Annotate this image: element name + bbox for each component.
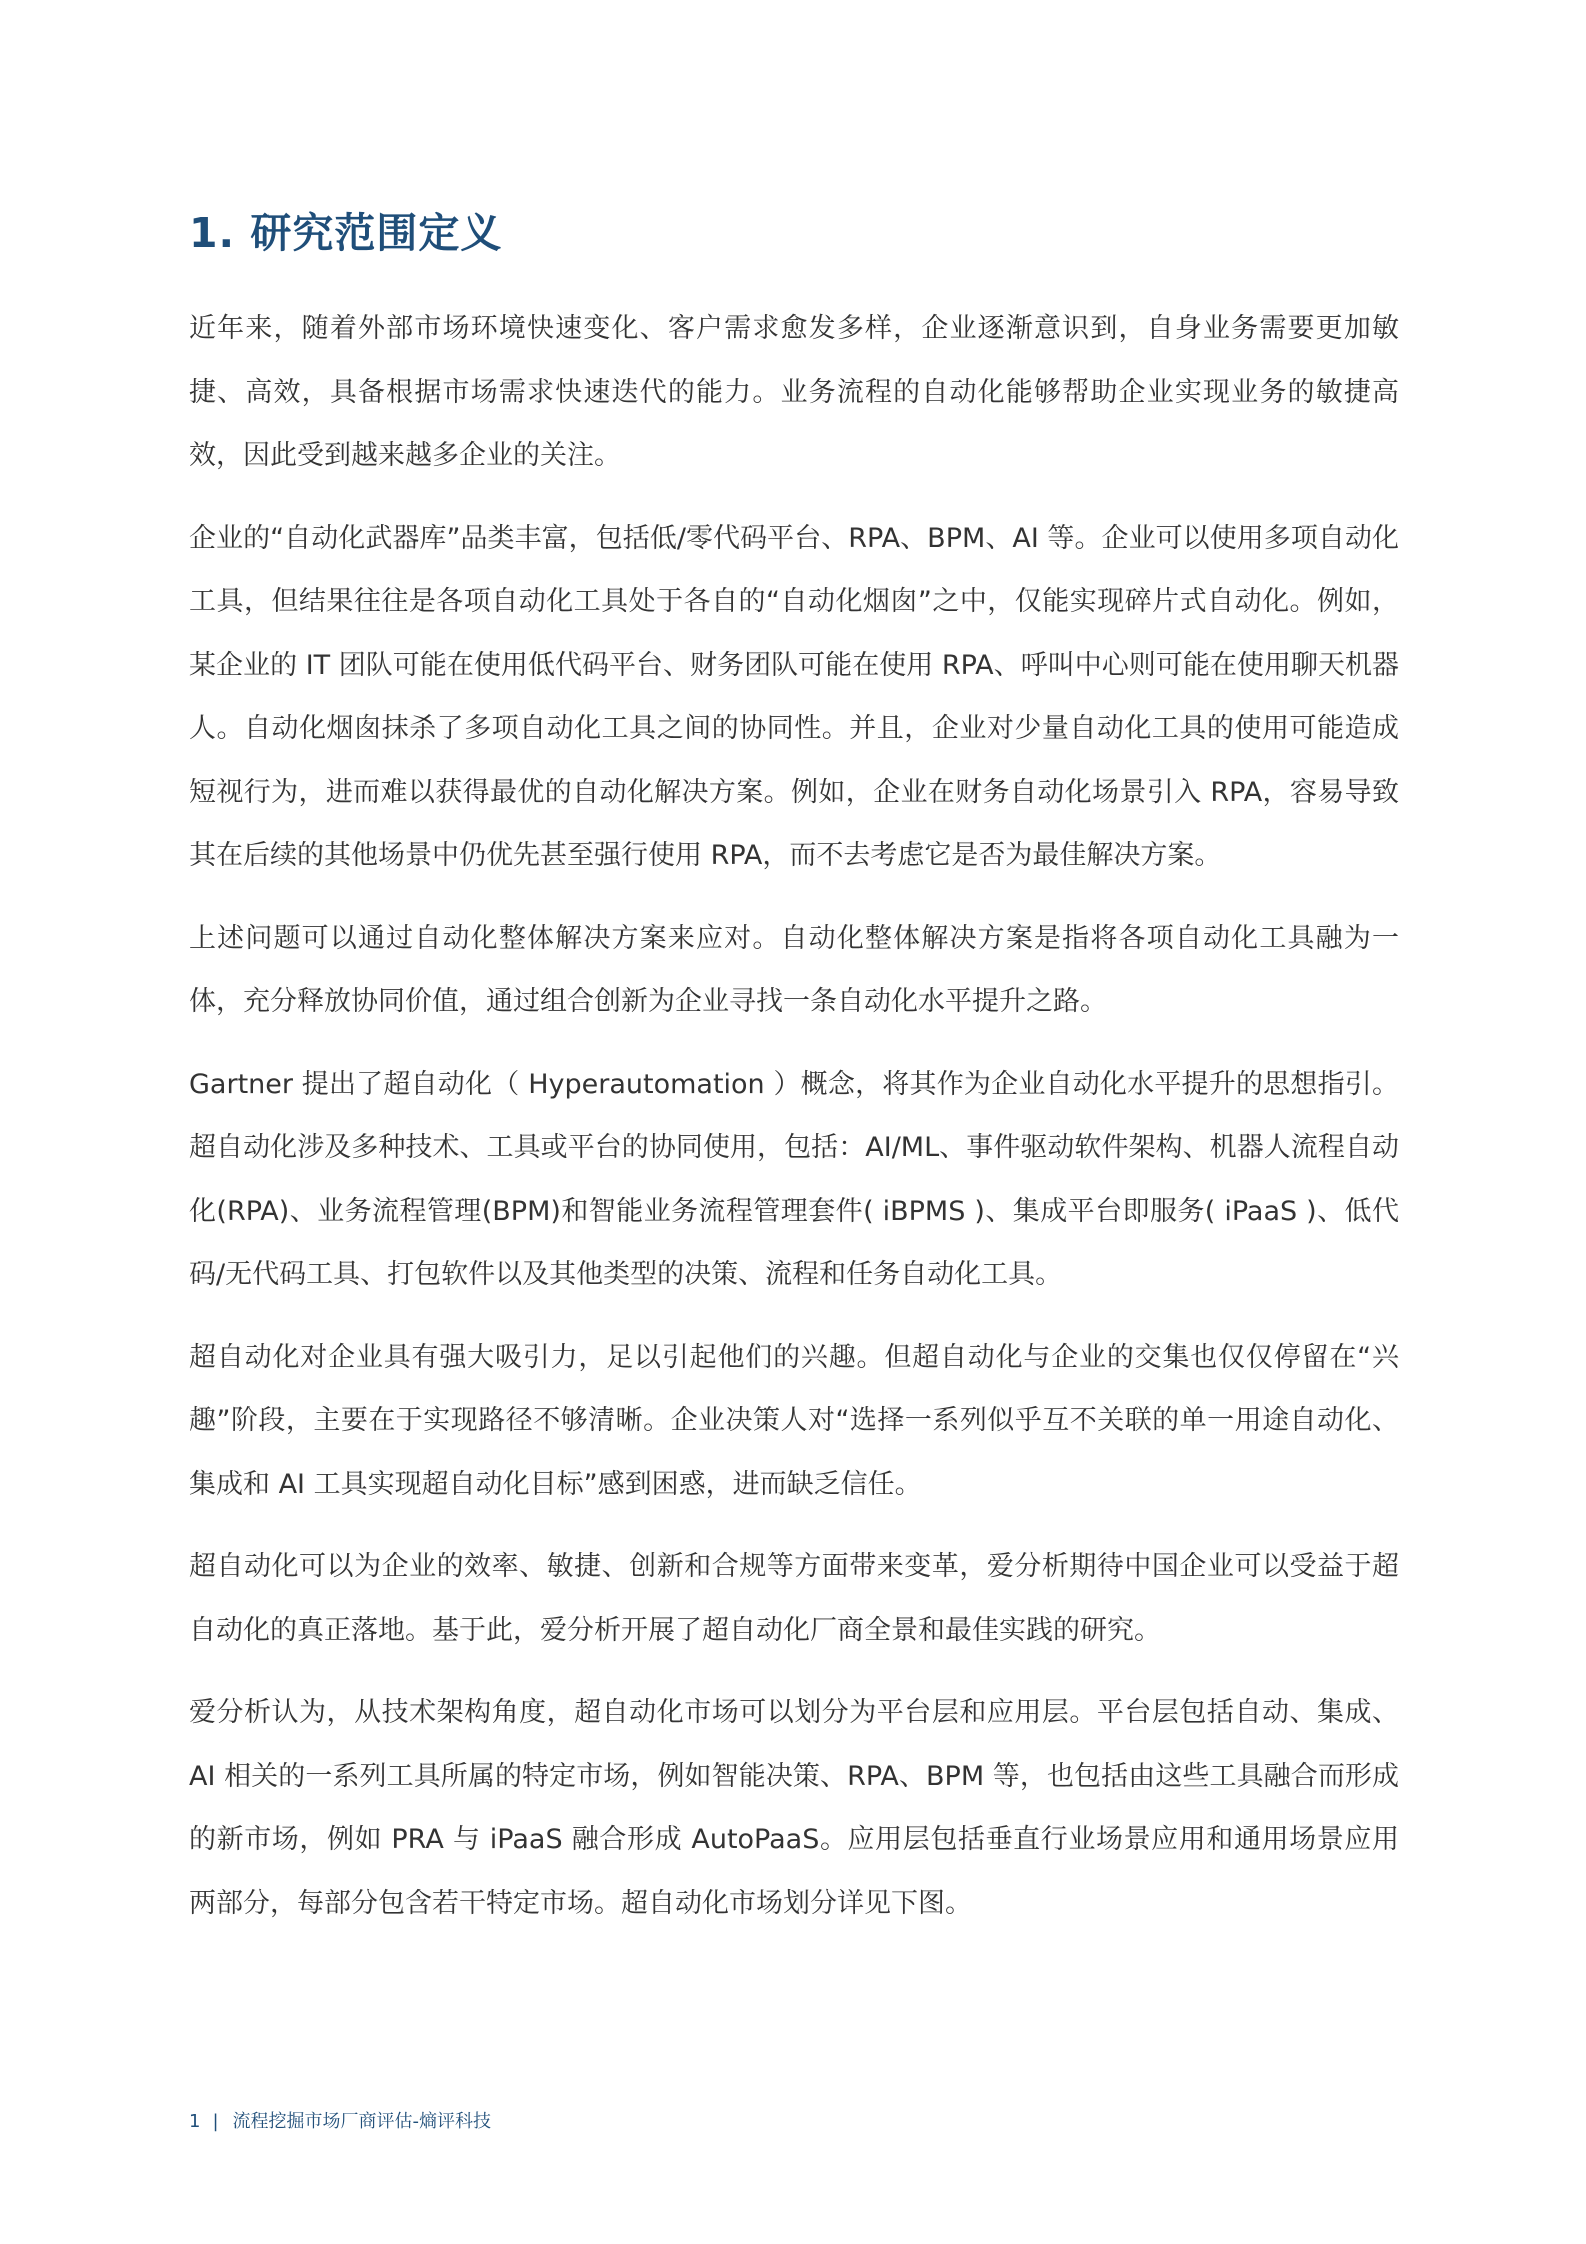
paragraph: 近年来，随着外部市场环境快速变化、客户需求愈发多样，企业逐渐意识到，自身业务需要更加敏捷、高效，具备根据市场需求快速迭代的能力。业务流程的自动化能够帮助企业实现业务的敏捷高效，因此受到越来越多企业的关注。 xyxy=(189,313,1399,471)
footer-separator: | xyxy=(212,2111,219,2132)
page-footer xyxy=(189,2107,491,2133)
body-content xyxy=(189,297,1399,1954)
paragraph: 超自动化对企业具有强大吸引力，足以引起他们的兴趣。但超自动化与企业的交集也仅仅停留在“兴趣”阶段，主要在于实现路径不够清晰。企业决策人对“选择一系列似乎互不关联的单一用途自动化、集成和 AI 工具实现超自动化目标”感到困惑，进而缺乏信任。 xyxy=(189,1341,1399,1500)
paragraph: 企业的“自动化武器库”品类丰富，包括低/零代码平台、RPA、BPM、AI 等。企业可以使用多项自动化工具，但结果往往是各项自动化工具处于各自的“自动化烟囱”之中，仅能实现碎片式自动化。例如，某企业的 IT 团队可能在使用低代码平台、财务团队可能在使用 RPA、呼叫中心则可能在使用聊天机器人。自动化烟囱抹杀了多项自动化工具之间的协同性。并且，企业对少量自动化工具的使用可能造成短视行为，进而难以获得最优的自动化解决方案。例如，企业在财务自动化场景引入 RPA，容易导致其在后续的其他场景中仍优先甚至强行使用 RPA，而不去考虑它是否为最佳解决方案。 xyxy=(189,522,1399,871)
paragraph: 上述问题可以通过自动化整体解决方案来应对。自动化整体解决方案是指将各项自动化工具融为一体，充分释放协同价值，通过组合创新为企业寻找一条自动化水平提升之路。 xyxy=(189,922,1399,1017)
paragraph: 爱分析认为，从技术架构角度，超自动化市场可以划分为平台层和应用层。平台层包括自动、集成、AI 相关的一系列工具所属的特定市场，例如智能决策、RPA、BPM 等，也包括由这些工具融合而形成的新市场，例如 PRA 与 iPaaS 融合形成 AutoPaaS。应用层包括垂直行业场景应用和通用场景应用两部分，每部分包含若干特定市场。超自动化市场划分详见下图。 xyxy=(189,1697,1399,1919)
paragraph: 超自动化可以为企业的效率、敏捷、创新和合规等方面带来变革，爱分析期待中国企业可以受益于超自动化的真正落地。基于此，爱分析开展了超自动化厂商全景和最佳实践的研究。 xyxy=(189,1551,1399,1646)
section-heading: 1. 研究范围定义 xyxy=(189,209,503,257)
footer-title: 流程挖掘市场厂商评估-熵评科技 xyxy=(232,2111,492,2132)
paragraph: Gartner 提出了超自动化（ Hyperautomation ）概念，将其作为企业自动化水平提升的思想指引。超自动化涉及多种技术、工具或平台的协同使用，包括：AI/ML、事件驱动软件架构、机器人流程自动化(RPA)、业务流程管理(BPM)和智能业务流程管理套件( iBPMS )、集成平台即服务( iPaaS )、低代码/无代码工具、打包软件以及其他类型的决策、流程和任务自动化工具。 xyxy=(189,1068,1399,1290)
page-number: 1 xyxy=(189,2111,201,2132)
